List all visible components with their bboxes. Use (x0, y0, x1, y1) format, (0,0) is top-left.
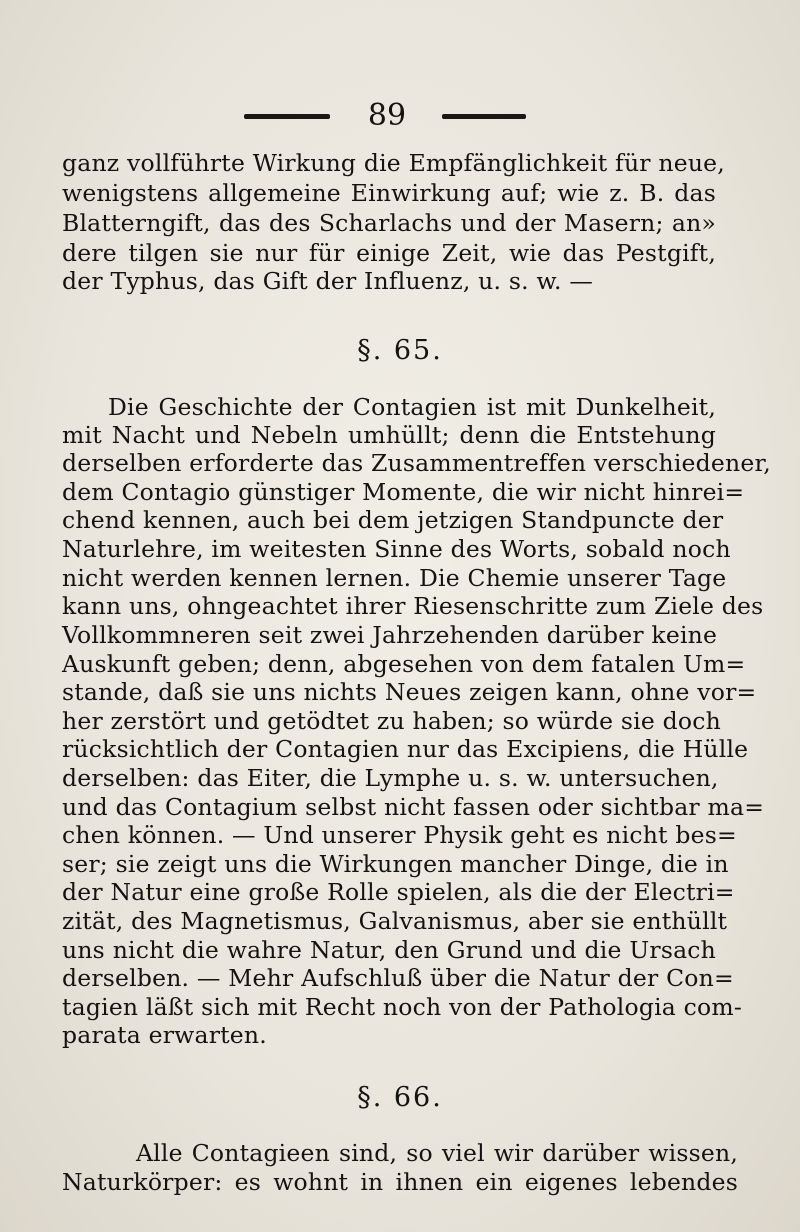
section-heading: §. 65. (357, 335, 443, 366)
text-line: zität, des Magnetismus, Galvanismus, aber sie enthüllt (62, 907, 728, 935)
text-line: derselben: das Eiter, die Lymphe u. s. w. untersuchen, (62, 764, 719, 792)
text-line: Blatterngift, das des Scharlachs und der Masern; an» (62, 209, 716, 237)
section-heading: §. 66. (357, 1082, 443, 1113)
header-rule-right (442, 114, 526, 119)
text-line: und das Contagium selbst nicht fassen oder sichtbar ma= (62, 793, 765, 821)
text-line: Naturkörper: es wohnt in ihnen ein eigenes lebendes (62, 1168, 738, 1196)
page-header (0, 96, 800, 136)
text-line: Auskunft geben; denn, abgesehen von dem fatalen Um= (62, 650, 746, 678)
text-line: mit Nacht und Nebeln umhüllt; denn die Entstehung (62, 421, 716, 449)
text-line: her zerstört und getödtet zu haben; so würde sie doch (62, 707, 721, 735)
text-line: Die Geschichte der Contagien ist mit Dunkelheit, (108, 393, 716, 421)
text-line: nicht werden kennen lernen. Die Chemie unserer Tage (62, 564, 727, 592)
text-line: Naturlehre, im weitesten Sinne des Worts, sobald noch (62, 535, 731, 563)
text-line: chen können. — Und unserer Physik geht es nicht bes= (62, 821, 737, 849)
text-line: der Natur eine große Rolle spielen, als die der Electri= (62, 878, 735, 906)
text-line: stande, daß sie uns nichts Neues zeigen kann, ohne vor= (62, 678, 757, 706)
text-line: derselben. — Mehr Aufschluß über die Natur der Con= (62, 964, 734, 992)
text-line: kann uns, ohngeachtet ihrer Riesenschritte zum Ziele des (62, 592, 764, 620)
page-number: 89 (367, 98, 407, 133)
text-line: tagien läßt sich mit Recht noch von der Pathologia com- (62, 993, 742, 1021)
text-line: ganz vollführte Wirkung die Empfänglichkeit für neue, (62, 149, 725, 177)
text-line: uns nicht die wahre Natur, den Grund und die Ursach (62, 936, 716, 964)
text-line: derselben erforderte das Zusammentreffen verschiedener, (62, 449, 771, 477)
text-line: ser; sie zeigt uns die Wirkungen mancher Dinge, die in (62, 850, 729, 878)
text-line: der Typhus, das Gift der Influenz, u. s. w. — (62, 267, 594, 295)
text-line: parata erwarten. (62, 1021, 267, 1049)
text-line: wenigstens allgemeine Einwirkung auf; wie z. B. das (62, 179, 716, 207)
text-line: rücksichtlich der Contagien nur das Excipiens, die Hülle (62, 735, 749, 763)
text-line: dem Contagio günstiger Momente, die wir nicht hinrei= (62, 478, 745, 506)
text-line: Alle Contagieen sind, so viel wir darüber wissen, (136, 1139, 738, 1167)
text-line: dere tilgen sie nur für einige Zeit, wie das Pestgift, (62, 239, 716, 267)
text-line: chend kennen, auch bei dem jetzigen Standpuncte der (62, 506, 724, 534)
header-rule-left (244, 114, 330, 119)
text-line: Vollkommneren seit zwei Jahrzehenden darüber keine (62, 621, 718, 649)
